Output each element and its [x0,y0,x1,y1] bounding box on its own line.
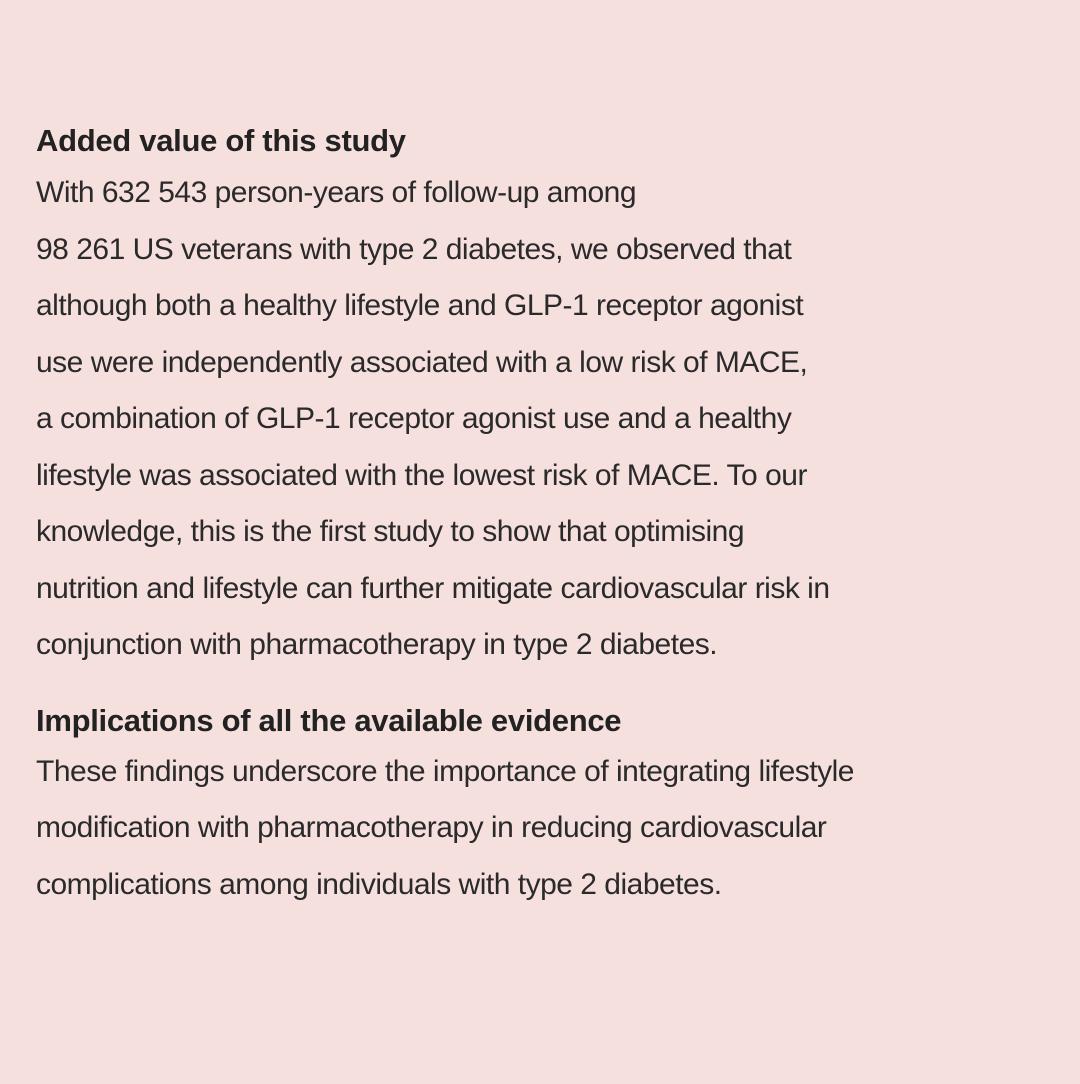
text-line: knowledge, this is the first study to show that optimising [36,515,745,548]
text-line: nutrition and lifestyle can further mitigate cardiovascular risk in [36,571,830,605]
text-line: These findings underscore the importance of integrating lifestyle [36,754,854,788]
panel-content [36,118,1076,913]
text-line: 98 261 US veterans with type 2 diabetes, we observed that [36,232,792,266]
text-line: use were independently associated with a low risk of MACE, [36,345,808,379]
implications-section [36,698,1076,914]
section-body [36,165,1076,674]
section-heading: Implications of all the available evidence [36,702,622,738]
text-line: lifestyle was associated with the lowest risk of MACE. To our [36,458,807,492]
text-line: conjunction with pharmacotherapy in type 2 diabetes. [36,628,718,661]
section-heading: Added value of this study [36,123,406,158]
added-value-section [36,118,1076,674]
text-line: although both a healthy lifestyle and GLP-1 receptor agonist [36,289,804,322]
section-body [36,744,1076,914]
text-line: complications among individuals with type 2 diabetes. [36,867,722,901]
text-line: With 632 543 person-years of follow-up among [36,176,637,209]
text-line: a combination of GLP-1 receptor agonist use and a healthy [36,402,792,435]
text-line: modification with pharmacotherapy in reducing cardiovascular [36,811,827,844]
